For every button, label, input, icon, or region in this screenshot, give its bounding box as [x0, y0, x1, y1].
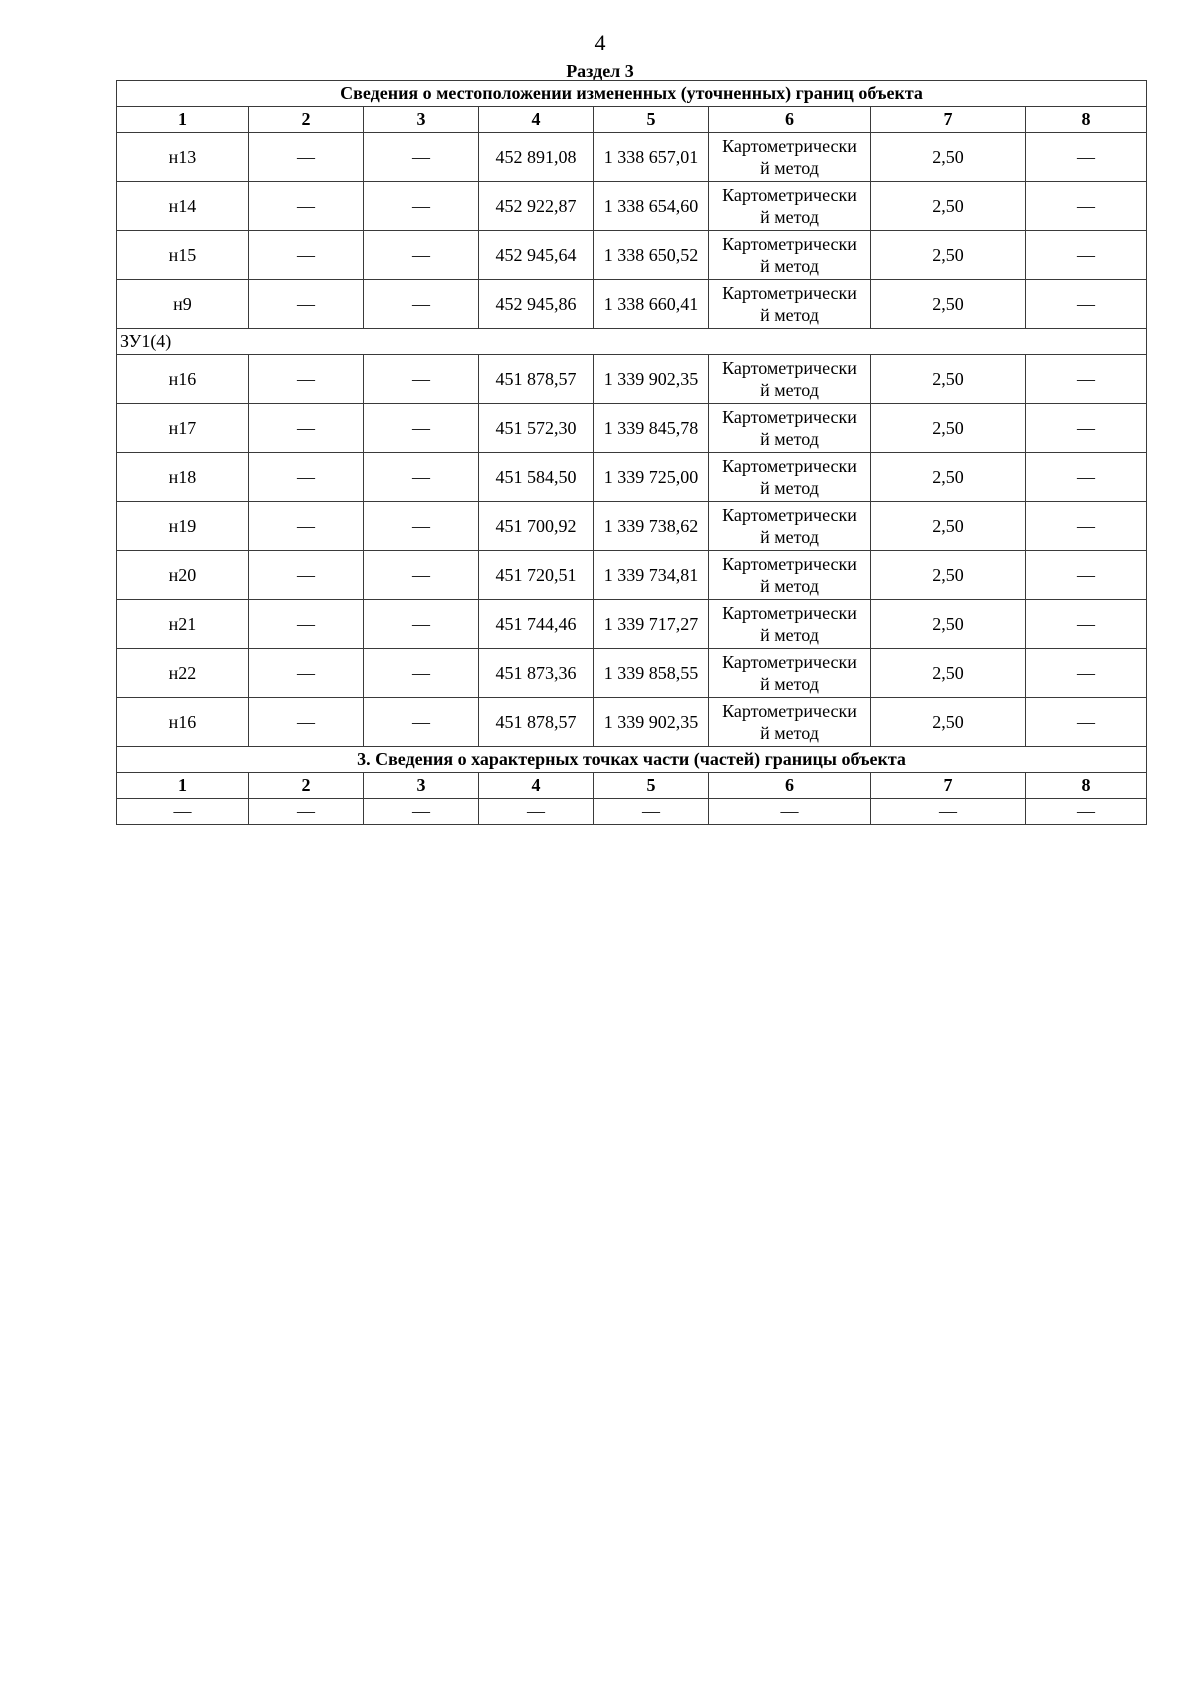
method-line2: й метод: [760, 429, 819, 449]
coord-x: 452 945,64: [479, 231, 594, 280]
method-line1: Картометрически: [722, 136, 857, 156]
table-row: [117, 698, 1147, 747]
method-cell: [709, 551, 871, 600]
method-line1: Картометрически: [722, 701, 857, 721]
cell-col2: —: [249, 698, 364, 747]
method-line1: Картометрически: [722, 358, 857, 378]
cell-col3: —: [364, 698, 479, 747]
column-header: 1: [117, 107, 249, 133]
method-line2: й метод: [760, 305, 819, 325]
point-name: н22: [117, 649, 249, 698]
coord-y: 1 339 845,78: [594, 404, 709, 453]
cell-col2: —: [249, 649, 364, 698]
cell-col8: —: [1026, 404, 1147, 453]
coord-y: 1 339 725,00: [594, 453, 709, 502]
column-header: 1: [117, 773, 249, 799]
point-name: н13: [117, 133, 249, 182]
table-row: [117, 355, 1147, 404]
method-line2: й метод: [760, 576, 819, 596]
coord-x: 451 873,36: [479, 649, 594, 698]
coord-x: 451 878,57: [479, 698, 594, 747]
group-row: [117, 329, 1147, 355]
column-header: 5: [594, 107, 709, 133]
method-line2: й метод: [760, 625, 819, 645]
coord-x: 451 700,92: [479, 502, 594, 551]
coord-y: 1 338 657,01: [594, 133, 709, 182]
cell-col3: —: [364, 133, 479, 182]
point-name: н17: [117, 404, 249, 453]
cell-col2: —: [249, 231, 364, 280]
cell-col3: —: [364, 453, 479, 502]
cell-col3: —: [364, 600, 479, 649]
cell-col2: —: [249, 551, 364, 600]
method-line1: Картометрически: [722, 234, 857, 254]
column-header: 3: [364, 773, 479, 799]
coord-x: 451 878,57: [479, 355, 594, 404]
empty-cell: —: [249, 799, 364, 825]
method-cell: [709, 133, 871, 182]
method-line1: Картометрически: [722, 185, 857, 205]
empty-cell: —: [479, 799, 594, 825]
method-cell: [709, 453, 871, 502]
method-cell: [709, 649, 871, 698]
subsection-title: 3. Сведения о характерных точках части (частей) границы объекта: [117, 747, 1147, 773]
column-header: 5: [594, 773, 709, 799]
accuracy: 2,50: [871, 404, 1026, 453]
cell-col2: —: [249, 404, 364, 453]
coord-y: 1 339 734,81: [594, 551, 709, 600]
cell-col3: —: [364, 551, 479, 600]
table-row: [117, 600, 1147, 649]
cell-col8: —: [1026, 355, 1147, 404]
cell-col3: —: [364, 280, 479, 329]
boundary-table: [116, 80, 1147, 825]
cell-col2: —: [249, 502, 364, 551]
point-name: н21: [117, 600, 249, 649]
cell-col8: —: [1026, 502, 1147, 551]
method-line1: Картометрически: [722, 456, 857, 476]
accuracy: 2,50: [871, 280, 1026, 329]
cell-col3: —: [364, 355, 479, 404]
method-line2: й метод: [760, 527, 819, 547]
table-row: [117, 551, 1147, 600]
table-row: [117, 502, 1147, 551]
empty-cell: —: [709, 799, 871, 825]
column-header: 2: [249, 107, 364, 133]
method-line2: й метод: [760, 256, 819, 276]
accuracy: 2,50: [871, 231, 1026, 280]
cell-col2: —: [249, 355, 364, 404]
coord-x: 452 945,86: [479, 280, 594, 329]
coord-y: 1 339 902,35: [594, 355, 709, 404]
point-name: н18: [117, 453, 249, 502]
accuracy: 2,50: [871, 551, 1026, 600]
method-line2: й метод: [760, 723, 819, 743]
accuracy: 2,50: [871, 133, 1026, 182]
method-cell: [709, 231, 871, 280]
cell-col8: —: [1026, 182, 1147, 231]
coord-x: 452 922,87: [479, 182, 594, 231]
point-name: н15: [117, 231, 249, 280]
cell-col8: —: [1026, 453, 1147, 502]
column-header: 8: [1026, 107, 1147, 133]
cell-col8: —: [1026, 280, 1147, 329]
table-row: [117, 231, 1147, 280]
method-cell: [709, 355, 871, 404]
table-title: Сведения о местоположении измененных (уточненных) границ объекта: [117, 81, 1147, 107]
coord-x: 451 720,51: [479, 551, 594, 600]
cell-col2: —: [249, 600, 364, 649]
method-line1: Картометрически: [722, 554, 857, 574]
coord-y: 1 339 902,35: [594, 698, 709, 747]
empty-cell: —: [364, 799, 479, 825]
column-header: 7: [871, 773, 1026, 799]
empty-cell: —: [1026, 799, 1147, 825]
coord-y: 1 338 660,41: [594, 280, 709, 329]
method-line2: й метод: [760, 158, 819, 178]
column-header: 2: [249, 773, 364, 799]
column-header: 3: [364, 107, 479, 133]
column-header: 6: [709, 107, 871, 133]
cell-col8: —: [1026, 698, 1147, 747]
accuracy: 2,50: [871, 698, 1026, 747]
subsection-title-row: [117, 747, 1147, 773]
coord-y: 1 338 654,60: [594, 182, 709, 231]
cell-col8: —: [1026, 551, 1147, 600]
table-row: [117, 280, 1147, 329]
accuracy: 2,50: [871, 649, 1026, 698]
cell-col8: —: [1026, 649, 1147, 698]
point-name: н16: [117, 355, 249, 404]
coord-y: 1 339 717,27: [594, 600, 709, 649]
table-row: [117, 453, 1147, 502]
cell-col2: —: [249, 182, 364, 231]
coord-x: 451 584,50: [479, 453, 594, 502]
method-line2: й метод: [760, 380, 819, 400]
cell-col3: —: [364, 231, 479, 280]
point-name: н16: [117, 698, 249, 747]
cell-col2: —: [249, 133, 364, 182]
method-line1: Картометрически: [722, 603, 857, 623]
cell-col3: —: [364, 502, 479, 551]
cell-col3: —: [364, 649, 479, 698]
method-line1: Картометрически: [722, 407, 857, 427]
empty-cell: —: [117, 799, 249, 825]
column-header-row: [117, 773, 1147, 799]
column-header: 6: [709, 773, 871, 799]
coord-x: 452 891,08: [479, 133, 594, 182]
cell-col3: —: [364, 404, 479, 453]
method-cell: [709, 502, 871, 551]
method-line2: й метод: [760, 478, 819, 498]
cell-col2: —: [249, 280, 364, 329]
method-line2: й метод: [760, 207, 819, 227]
accuracy: 2,50: [871, 453, 1026, 502]
empty-cell: —: [594, 799, 709, 825]
accuracy: 2,50: [871, 600, 1026, 649]
method-cell: [709, 404, 871, 453]
section-title: Раздел 3: [566, 61, 634, 81]
accuracy: 2,50: [871, 182, 1026, 231]
cell-col8: —: [1026, 600, 1147, 649]
method-cell: [709, 280, 871, 329]
column-header: 4: [479, 107, 594, 133]
coord-y: 1 338 650,52: [594, 231, 709, 280]
method-cell: [709, 600, 871, 649]
group-label: ЗУ1(4): [117, 329, 1147, 355]
table-row: [117, 182, 1147, 231]
point-name: н14: [117, 182, 249, 231]
method-line1: Картометрически: [722, 652, 857, 672]
table-row: [117, 799, 1147, 825]
cell-col8: —: [1026, 231, 1147, 280]
table-title-row: [117, 81, 1147, 107]
empty-cell: —: [871, 799, 1026, 825]
cell-col3: —: [364, 182, 479, 231]
column-header: 8: [1026, 773, 1147, 799]
page-number: 4: [594, 30, 606, 55]
method-cell: [709, 698, 871, 747]
column-header-row: [117, 107, 1147, 133]
cell-col2: —: [249, 453, 364, 502]
point-name: н20: [117, 551, 249, 600]
coord-y: 1 339 858,55: [594, 649, 709, 698]
column-header: 7: [871, 107, 1026, 133]
accuracy: 2,50: [871, 502, 1026, 551]
coord-x: 451 572,30: [479, 404, 594, 453]
table-row: [117, 649, 1147, 698]
column-header: 4: [479, 773, 594, 799]
coord-x: 451 744,46: [479, 600, 594, 649]
method-line1: Картометрически: [722, 505, 857, 525]
table-row: [117, 133, 1147, 182]
accuracy: 2,50: [871, 355, 1026, 404]
table-row: [117, 404, 1147, 453]
coord-y: 1 339 738,62: [594, 502, 709, 551]
point-name: н9: [117, 280, 249, 329]
method-line1: Картометрически: [722, 283, 857, 303]
cell-col8: —: [1026, 133, 1147, 182]
method-cell: [709, 182, 871, 231]
point-name: н19: [117, 502, 249, 551]
method-line2: й метод: [760, 674, 819, 694]
